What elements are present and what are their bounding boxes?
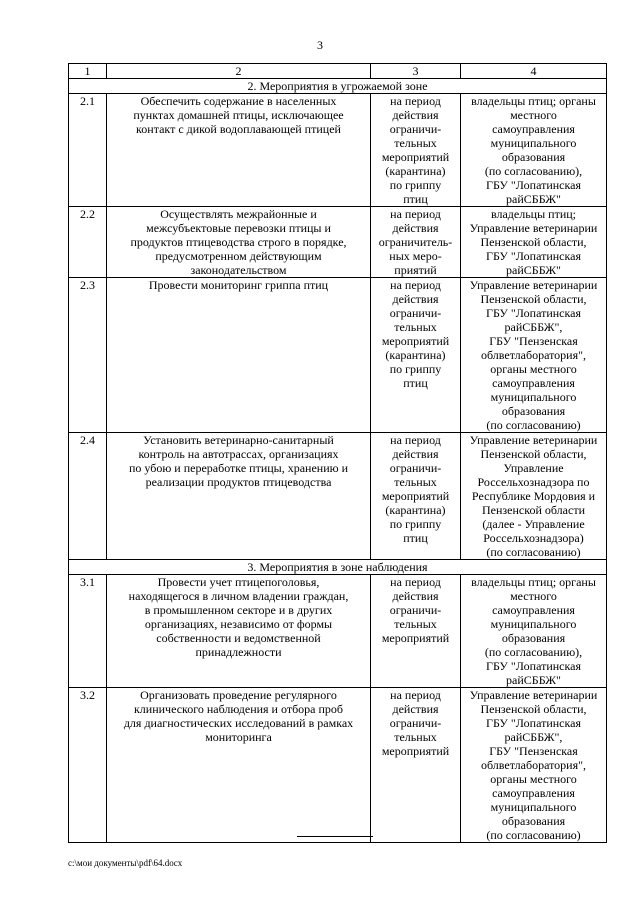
section-header-row: [69, 560, 607, 575]
measure-period: на период действия ограничи- тельных мероприятий: [371, 688, 461, 843]
measure-period: на период действия ограничитель- ных меро- приятий: [371, 207, 461, 278]
footnote-separator: [297, 836, 373, 837]
measure-responsible: Управление ветеринарии Пензенской области, ГБУ "Лопатинская райСББЖ", ГБУ "Пензенская облветлаборатория", органы местного самоуправления муниципального образования (по согласованию): [461, 688, 607, 843]
measure-responsible: Управление ветеринарии Пензенской области, Управление Россельхознадзора по Республике Мордовия и Пензенской области (далее - Управление Россельхознадзора) (по согласованию): [461, 433, 607, 560]
measure-period: на период действия ограничи- тельных мероприятий (карантина) по гриппу птиц: [371, 433, 461, 560]
measures-table: [68, 63, 607, 843]
measure-text: Провести мониторинг гриппа птиц: [107, 278, 371, 433]
page-number: 3: [317, 38, 323, 52]
column-number-3: 3: [371, 64, 461, 79]
row-number: 2.1: [69, 94, 107, 207]
table-row: [69, 688, 607, 843]
column-number-2: 2: [107, 64, 371, 79]
column-number-4: 4: [461, 64, 607, 79]
table-row: [69, 575, 607, 688]
measure-responsible: владельцы птиц; Управление ветеринарии Пензенской области, ГБУ "Лопатинская райСББЖ": [461, 207, 607, 278]
measure-responsible: владельцы птиц; органы местного самоуправления муниципального образования (по согласованию), ГБУ "Лопатинская райСББЖ": [461, 575, 607, 688]
table-row: [69, 433, 607, 560]
section-title: 3. Мероприятия в зоне наблюдения: [69, 560, 607, 575]
column-number-1: 1: [69, 64, 107, 79]
table-header-row: [69, 64, 607, 79]
measure-responsible: владельцы птиц; органы местного самоуправления муниципального образования (по согласованию), ГБУ "Лопатинская райСББЖ": [461, 94, 607, 207]
file-path: c:\мои документы\pdf\64.docx: [68, 858, 183, 868]
table-row: [69, 278, 607, 433]
row-number: 2.3: [69, 278, 107, 433]
measure-text: Обеспечить содержание в населенных пунктах домашней птицы, исключающее контакт с дикой водоплавающей птицей: [107, 94, 371, 207]
measure-text: Организовать проведение регулярного клинического наблюдения и отбора проб для диагностических исследований в рамках мониторинга: [107, 688, 371, 843]
row-number: 3.1: [69, 575, 107, 688]
section-header-row: [69, 79, 607, 94]
table-row: [69, 207, 607, 278]
row-number: 2.2: [69, 207, 107, 278]
measure-period: на период действия ограничи- тельных мероприятий: [371, 575, 461, 688]
measure-text: Установить ветеринарно-санитарный контроль на автотрассах, организациях по убою и переработке птицы, хранению и реализации продуктов птицеводства: [107, 433, 371, 560]
measure-responsible: Управление ветеринарии Пензенской области, ГБУ "Лопатинская райСББЖ", ГБУ "Пензенская облветлаборатория", органы местного самоуправления муниципального образования (по согласованию): [461, 278, 607, 433]
row-number: 3.2: [69, 688, 107, 843]
measure-text: Осуществлять межрайонные и межсубъектовые перевозки птицы и продуктов птицеводства строго в порядке, предусмотренном действующим законодательством: [107, 207, 371, 278]
section-title: 2. Мероприятия в угрожаемой зоне: [69, 79, 607, 94]
row-number: 2.4: [69, 433, 107, 560]
table-row: [69, 94, 607, 207]
measure-period: на период действия ограничи- тельных мероприятий (карантина) по гриппу птиц: [371, 94, 461, 207]
measure-text: Провести учет птицепоголовья, находящегося в личном владении граждан, в промышленном секторе и в других организациях, независимо от формы собственности и ведомственной принадлежности: [107, 575, 371, 688]
measure-period: на период действия ограничи- тельных мероприятий (карантина) по гриппу птиц: [371, 278, 461, 433]
